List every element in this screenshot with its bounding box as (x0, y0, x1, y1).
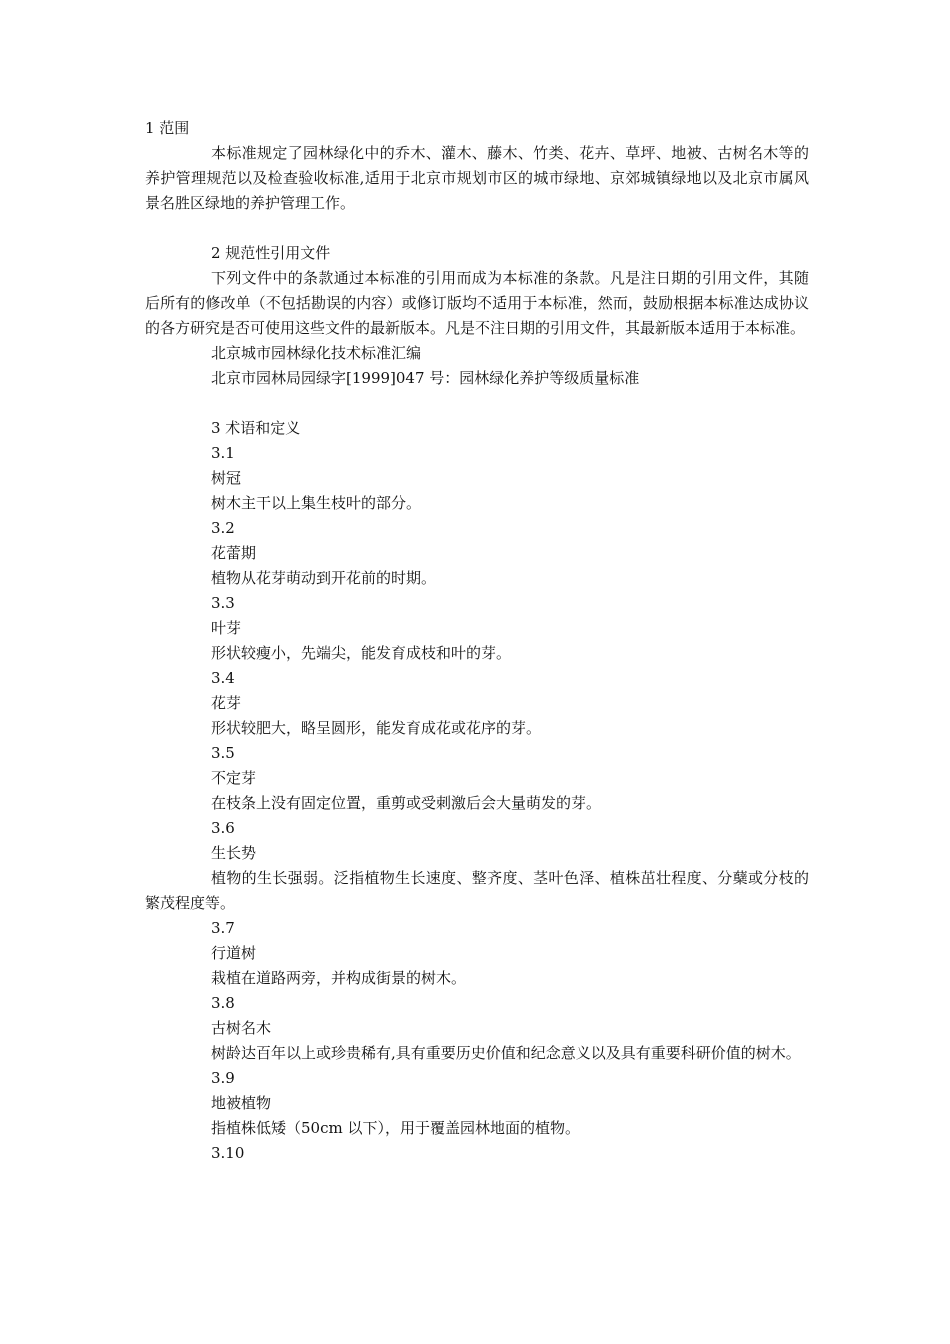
term-name: 行道树 (211, 944, 257, 962)
term-number: 3.8 (211, 994, 235, 1012)
section-2-paragraph: 下列文件中的条款通过本标准的引用而成为本标准的条款。凡是注日期的引用文件，其随后所有的修改单（不包括勘误的内容）或修订版均不适用于本标准，然而，鼓励根据本标准达成协议的各方研究是否可使用这些文件的最新版本。凡是不注日期的引用文件，其最新版本适用于本标准。 (145, 269, 809, 337)
term-3-5 (145, 741, 809, 816)
term-name: 地被植物 (211, 1094, 272, 1112)
term-3-2 (145, 516, 809, 591)
term-number: 3.1 (211, 444, 235, 462)
term-name: 叶芽 (211, 619, 242, 637)
term-name: 树冠 (211, 469, 242, 487)
term-number: 3.4 (211, 669, 235, 687)
term-3-7 (145, 916, 809, 991)
section-2-heading: 2 规范性引用文件 (211, 244, 331, 262)
term-3-3 (145, 591, 809, 666)
reference-item: 北京城市园林绿化技术标准汇编 (211, 344, 422, 362)
term-3-4 (145, 666, 809, 741)
term-3-1 (145, 441, 809, 516)
term-number: 3.5 (211, 744, 235, 762)
term-name: 花芽 (211, 694, 242, 712)
term-name: 生长势 (211, 844, 257, 862)
term-number: 3.9 (211, 1069, 235, 1087)
section-3-heading: 3 术语和定义 (211, 419, 301, 437)
term-3-9 (145, 1066, 809, 1141)
term-number: 3.7 (211, 919, 235, 937)
term-name: 花蕾期 (211, 544, 257, 562)
term-definition: 树龄达百年以上或珍贵稀有,具有重要历史价值和纪念意义以及具有重要科研价值的树木。 (211, 1044, 801, 1062)
term-definition: 栽植在道路两旁，并构成街景的树木。 (211, 969, 467, 987)
term-definition: 形状较肥大，略呈圆形，能发育成花或花序的芽。 (211, 719, 542, 737)
term-3-6 (145, 816, 809, 916)
document-page (145, 116, 809, 1166)
term-definition: 植物的生长强弱。泛指植物生长速度、整齐度、茎叶色泽、植株茁壮程度、分蘖或分枝的繁茂程度等。 (145, 869, 809, 912)
term-name: 不定芽 (211, 769, 257, 787)
section-1-heading: 1 范围 (145, 119, 190, 137)
term-3-8 (145, 991, 809, 1066)
term-definition: 形状较瘦小，先端尖，能发育成枝和叶的芽。 (211, 644, 512, 662)
spacer (145, 391, 809, 416)
term-number: 3.6 (211, 819, 235, 837)
term-number: 3.3 (211, 594, 235, 612)
term-number: 3.10 (211, 1144, 245, 1162)
term-number: 3.2 (211, 519, 235, 537)
section-1-paragraph: 本标准规定了园林绿化中的乔木、灌木、藤木、竹类、花卉、草坪、地被、古树名木等的养护管理规范以及检查验收标准,适用于北京市规划市区的城市绿地、京郊城镇绿地以及北京市属风景名胜区绿地的养护管理工作。 (145, 144, 809, 212)
term-definition: 树木主干以上集生枝叶的部分。 (211, 494, 422, 512)
term-definition: 植物从花芽萌动到开花前的时期。 (211, 569, 437, 587)
term-definition: 在枝条上没有固定位置，重剪或受刺激后会大量萌发的芽。 (211, 794, 602, 812)
reference-item: 北京市园林局园绿字[1999]047 号：园林绿化养护等级质量标准 (211, 369, 640, 387)
term-name: 古树名木 (211, 1019, 272, 1037)
term-definition: 指植株低矮（50cm 以下），用于覆盖园林地面的植物。 (211, 1119, 580, 1137)
spacer (145, 216, 809, 241)
